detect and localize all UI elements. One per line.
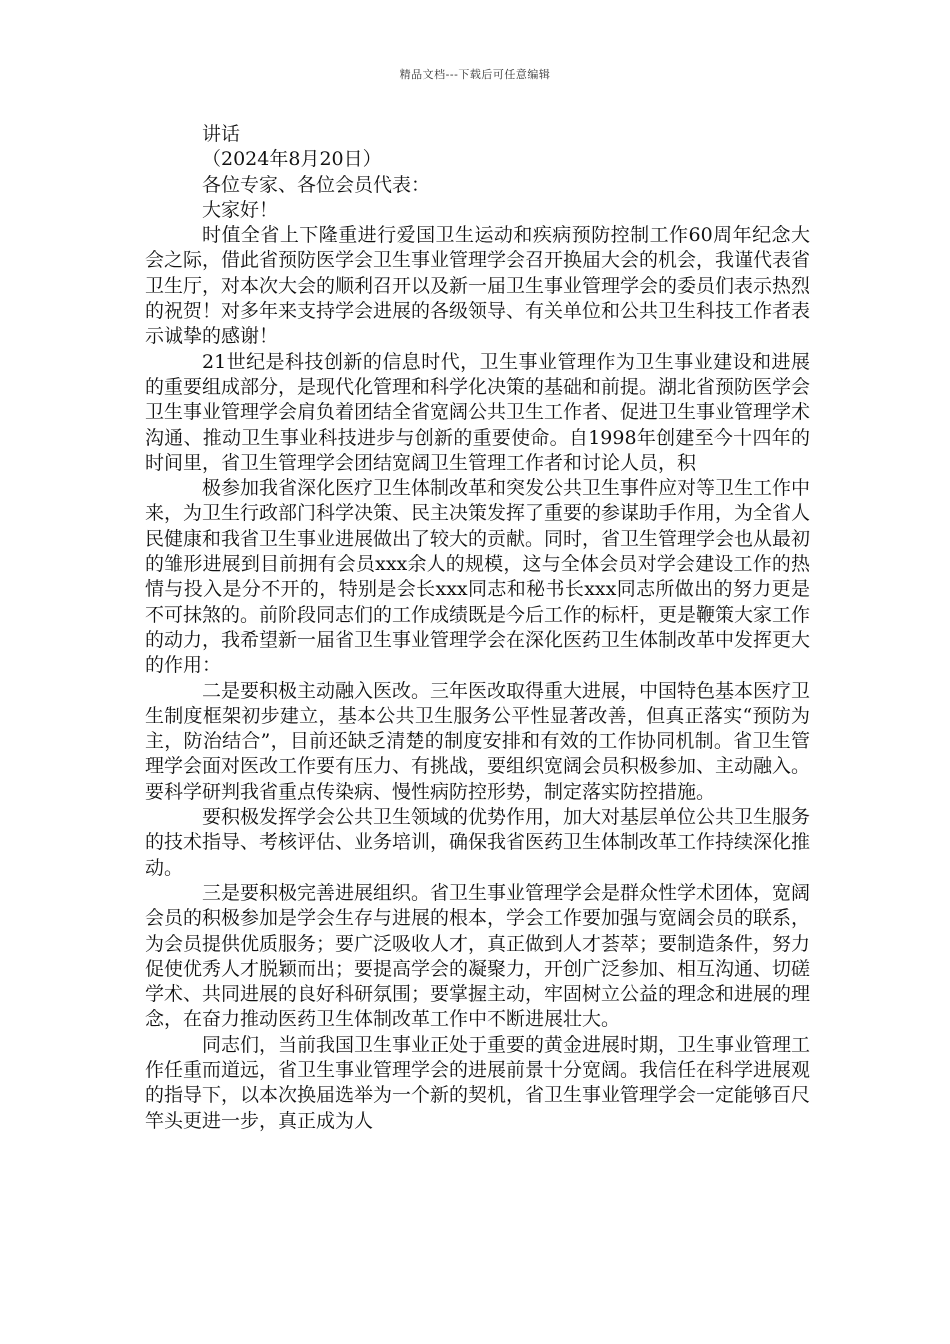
greeting: 大家好！ [202, 198, 279, 221]
paragraph: 极参加我省深化医疗卫生体制改革和突发公共卫生事件应对等卫生工作中来，为卫生行政部门科学决策、民主决策发挥了重要的参谋助手作用，为全省人民健康和我省卫生事业进展做出了较大的贡献。同时，省卫生管理学会也从最初的雏形进展到目前拥有会员xxx余人的规模，这与全体会员对学会建设工作的热情与投入是分不开的，特别是会长xxx同志和秘书长xxx同志所做出的努力更是不可抹煞的。前阶段同志们的工作成绩既是今后工作的标杆，更是鞭策大家工作的动力，我希望新一届省卫生事业管理学会在深化医药卫生体制改革中发挥更大的作用： [145, 477, 811, 677]
paragraph: 同志们，当前我国卫生事业正处于重要的黄金进展时期，卫生事业管理工作任重而道远，省卫生事业管理学会的进展前景十分宽阔。我信任在科学进展观的指导下，以本次换届选举为一个新的契机，省卫生事业管理学会一定能够百尺竿头更进一步，真正成为人 [145, 1033, 811, 1132]
page-header: 精品文档---下载后可任意编辑 [399, 68, 551, 81]
document-body [145, 122, 810, 1134]
paragraph: 要积极发挥学会公共卫生领域的优势作用，加大对基层单位公共卫生服务的技术指导、考核评估、业务培训，确保我省医药卫生体制改革工作持续深化推动。 [145, 806, 811, 879]
salutation: 各位专家、各位会员代表： [202, 173, 431, 196]
speech-date: （2024年8月20日） [202, 148, 382, 171]
paragraph: 三是要积极完善进展组织。省卫生事业管理学会是群众性学术团体，宽阔会员的积极参加是学会生存与进展的根本，学会工作要加强与宽阔会员的联系，为会员提供优质服务；要广泛吸收人才，真正做到人才荟萃；要制造条件，努力促使优秀人才脱颖而出；要提高学会的凝聚力，开创广泛参加、相互沟通、切磋学术、共同进展的良好科研氛围；要掌握主动，牢固树立公益的理念和进展的理念，在奋力推动医药卫生体制改革工作中不断进展壮大。 [145, 881, 811, 1031]
paragraph: 二是要积极主动融入医改。三年医改取得重大进展，中国特色基本医疗卫生制度框架初步建立，基本公共卫生服务公平性显著改善，但真正落实“预防为主，防治结合”，目前还缺乏清楚的制度安排和有效的工作协同机制。省卫生管理学会面对医改工作要有压力、有挑战，要组织宽阔会员积极参加、主动融入。要科学研判我省重点传染病、慢性病防控形势，制定落实防控措施。 [145, 679, 811, 803]
paragraph: 21世纪是科技创新的信息时代，卫生事业管理作为卫生事业建设和进展的重要组成部分，是现代化管理和科学化决策的基础和前提。湖北省预防医学会卫生事业管理学会肩负着团结全省宽阔公共卫生工作者、促进卫生事业管理学术沟通、推动卫生事业科技进步与创新的重要使命。自1998年创建至今十四年的时间里，省卫生管理学会团结宽阔卫生管理工作者和讨论人员，积 [145, 350, 811, 474]
speech-title: 讲话 [202, 123, 241, 145]
paragraph: 时值全省上下隆重进行爱国卫生运动和疾病预防控制工作60周年纪念大会之际，借此省预防医学会卫生事业管理学会召开换届大会的机会，我谨代表省卫生厅，对本次大会的顺利召开以及新一届卫生事业管理学会的委员们表示热烈的祝贺！对多年来支持学会进展的各级领导、有关单位和公共卫生科技工作者表示诚挚的感谢！ [145, 224, 811, 348]
